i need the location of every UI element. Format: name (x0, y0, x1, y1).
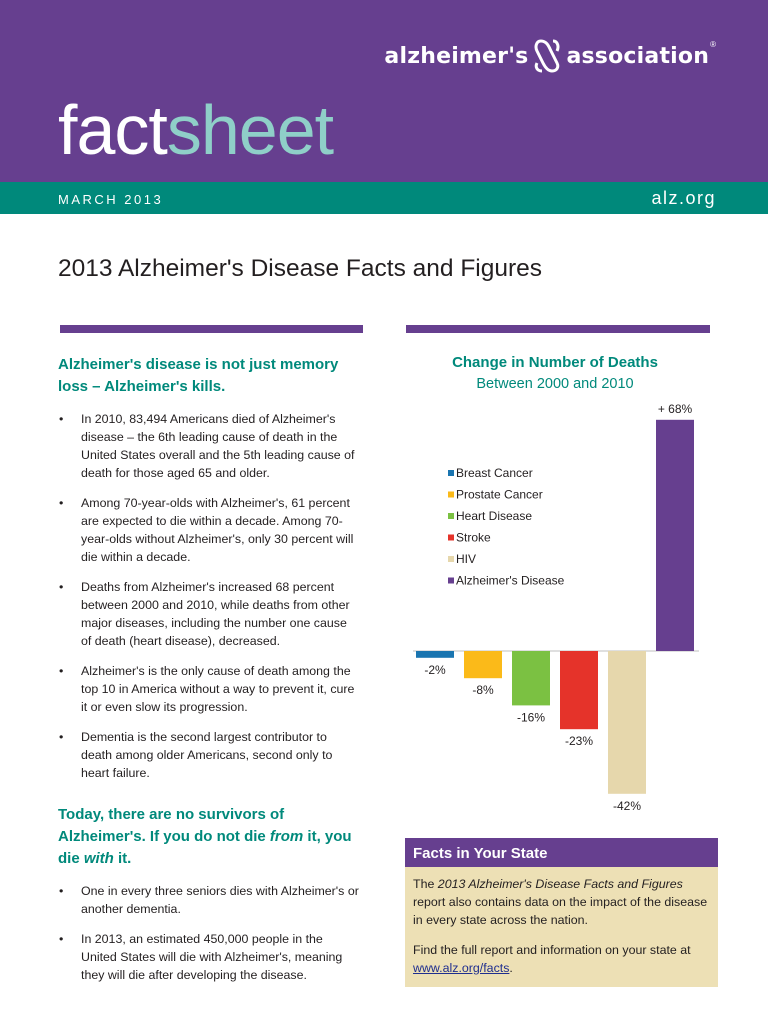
data-label: -42% (612, 798, 642, 813)
legend-label: Prostate Cancer (456, 487, 543, 502)
facts-link[interactable]: www.alz.org/facts (413, 961, 510, 975)
chart-subtitle: Between 2000 and 2010 (476, 376, 634, 392)
box-paragraph-2: Find the full report and information on your state at www.alz.org/facts. (413, 943, 691, 975)
legend-swatch (448, 535, 454, 541)
chart-title: Change in Number of Deaths (452, 354, 658, 371)
legend-label: Breast Cancer (456, 466, 533, 480)
bar-breast-cancer (416, 651, 454, 658)
bullet-list-2 (58, 882, 360, 984)
registered-mark: ® (710, 40, 716, 49)
list-item: • One in every three seniors dies with Alzheimer's or another dementia. (58, 882, 360, 918)
subhead-survivors: Today, there are no survivors of Alzheimer's. If you do not die from it, you die with it. (58, 806, 352, 867)
left-divider (60, 325, 363, 333)
legend-swatch (448, 556, 454, 562)
legend-swatch (448, 492, 454, 498)
bullet-list-1 (58, 410, 360, 782)
list-item: • In 2010, 83,494 Americans died of Alzheimer's disease – the 6th leading cause of death in the United States overall and the 5th leading cause of death for those aged 65 and older. (58, 410, 360, 482)
legend-swatch (448, 513, 454, 519)
logo-symbol-icon (534, 38, 560, 74)
right-divider (406, 325, 710, 333)
legend-label: Alzheimer's Disease (456, 573, 565, 588)
bar-alzheimer-s-disease (656, 420, 694, 651)
title-sheet: sheet (166, 91, 334, 169)
factsheet-title (58, 90, 333, 170)
bar-heart-disease (512, 651, 550, 705)
alzheimers-association-logo[interactable] (384, 38, 716, 74)
list-item: • Dementia is the second largest contributor to death among older Americans, second only to heart failure. (58, 728, 360, 782)
list-item: • In 2013, an estimated 450,000 people in the United States will die with Alzheimer's, meaning they will die after developing the disease. (58, 930, 360, 984)
data-label: + 68% (657, 401, 693, 416)
legend-swatch (448, 470, 454, 476)
subhead-kills: Alzheimer's disease is not just memory loss – Alzheimer's kills. (58, 356, 339, 395)
logo-word-left: alzheimer's (384, 43, 529, 69)
deaths-change-chart (405, 395, 705, 820)
legend-swatch (448, 578, 454, 584)
list-item: • Deaths from Alzheimer's increased 68 percent between 2000 and 2010, while deaths from other major diseases, including the number one cause of death (heart disease), decreased. (58, 578, 360, 650)
box-paragraph-1: The 2013 Alzheimer's Disease Facts and Figures report also contains data on the impact of the disease in every state across the nation. (413, 877, 708, 927)
site-link[interactable]: alz.org (651, 188, 716, 208)
header-band (0, 0, 768, 182)
date-band (0, 182, 768, 214)
issue-date: MARCH 2013 (58, 192, 164, 207)
title-fact: fact (58, 91, 167, 169)
legend-label: Heart Disease (456, 509, 533, 523)
bar-hiv (608, 651, 646, 794)
data-label: -23% (564, 734, 594, 749)
list-item: • Among 70-year-olds with Alzheimer's, 61 percent are expected to die within a decade. Among 70-year-olds without Alzheimer's, only 30 percent will die within a decade. (58, 494, 360, 566)
data-label: -2% (424, 662, 446, 677)
data-label: -8% (472, 683, 494, 698)
bar-prostate-cancer (464, 651, 502, 678)
list-item: • Alzheimer's is the only cause of death among the top 10 in America without a way to prevent it, cure it or even slow its progression. (58, 662, 360, 716)
legend-label: Stroke (456, 530, 491, 545)
box-title: Facts in Your State (405, 838, 718, 867)
logo-word-right: association (566, 43, 710, 69)
data-label: -16% (516, 710, 546, 725)
page-headline: 2013 Alzheimer's Disease Facts and Figures (58, 255, 543, 282)
box-body (405, 867, 718, 977)
facts-in-your-state-box (405, 838, 718, 987)
left-column (58, 354, 360, 996)
bar-stroke (560, 651, 598, 729)
legend-label: HIV (456, 552, 477, 566)
